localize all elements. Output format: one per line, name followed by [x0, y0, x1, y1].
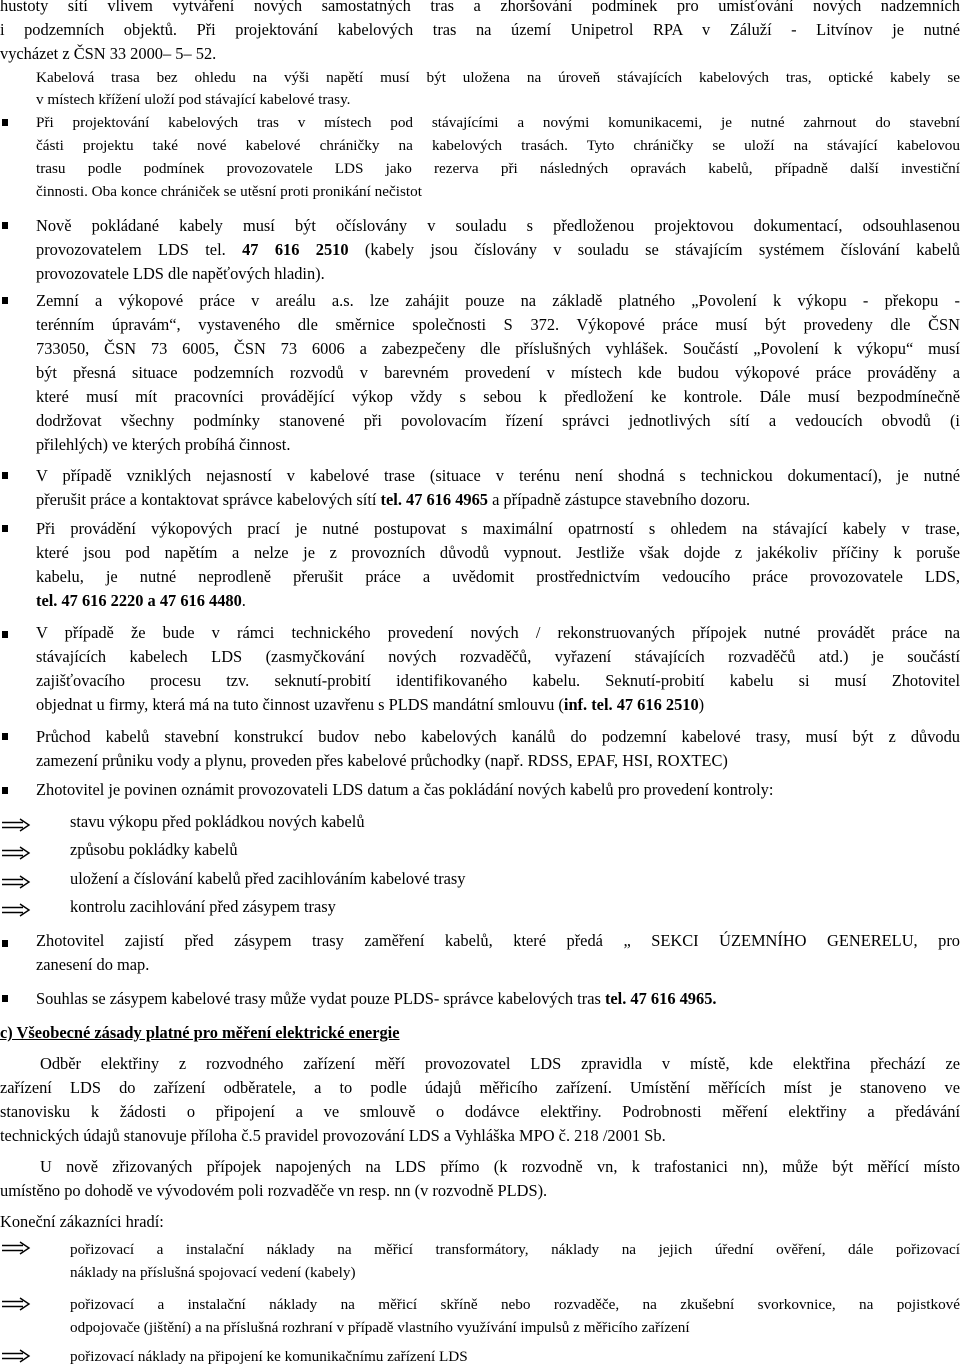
text-run: zajišťovacího procesu tzv. seknutí-probití identifikovaného kabelu. Seknutí-probití kabelu si musí Zhotovitel	[36, 671, 960, 690]
text-run: které musí mít pracovníci provádějící výkop vždy s sebou k předložení ke kontrole. Dále musí bezpodmínečně	[36, 387, 960, 406]
double-arrow-right-icon	[2, 903, 32, 917]
text-run: vycházet z ČSN 33 2000– 5– 52.	[0, 44, 217, 63]
text-line	[36, 215, 960, 237]
text-line	[36, 290, 960, 312]
text-run: Průchod kabelů stavební konstrukcí budov nebo kabelových kanálů do podzemní kabelové trasy, musí být z důvodu	[36, 727, 960, 746]
text-run: stavu výkopu před pokládkou nových kabelů	[70, 812, 365, 831]
text-run: dodržovat všechny podmínky stanovené při povolovacím řízení správci jednotlivých sítí a vedoucích obvodů (i	[36, 411, 960, 430]
text-run: kabelu, je nutné neprodleně přerušit práce a uvědomit prostřednictvím vedoucího práce provozovatele LDS,	[36, 567, 960, 586]
text-run: odpojovače (jištění) a na příslušná rozhraní v případě vlastního využívání impulsů z měřicího zařízení	[70, 1319, 690, 1336]
text-line	[36, 410, 960, 432]
bold-phone: tel. 47 616 4965	[380, 490, 488, 509]
text-run: přerušit práce a kontaktovat správce kabelových sítí	[36, 490, 381, 509]
text-line	[36, 434, 290, 456]
text-run: technických údajů stanovuje příloha č.5 pravidel provozování LDS a Vyhláška MPO č. 218 /2001 Sb.	[0, 1126, 666, 1145]
bold-phone: tel. 47 616 2220 a 47 616 4480	[36, 591, 242, 610]
text-run: kontrolu zacihlování před zásypem trasy	[70, 897, 336, 916]
text-line	[36, 362, 960, 384]
text-run: uložení a číslování kabelů před zacihlováním kabelové trasy	[70, 869, 466, 888]
text-run: (kabely jsou číslovány v souladu se stávajícím systémem číslování kabelů	[348, 240, 960, 259]
text-line	[0, 1211, 164, 1233]
text-line	[36, 263, 325, 285]
text-run: V případě že bude v rámci technického provedení nových / rekonstruovaných přípojek nutné provádět práce na	[36, 623, 960, 642]
text-run: být přesná situace podzemních rozvodů v barevném provedení v místech kde budou výkopové práce prováděny a	[36, 363, 960, 382]
text-line	[36, 489, 750, 511]
text-line	[36, 181, 422, 203]
bullet-icon	[2, 119, 8, 126]
text-line	[36, 954, 149, 976]
text-line	[0, 1180, 547, 1202]
text-line	[0, 19, 960, 41]
text-line	[70, 839, 238, 861]
text-line	[36, 726, 960, 748]
text-run: zamezení průniku vody a plynu, proveden přes kabelové průchodky (např. RDSS, EPAF, HSI, ROXTEC)	[36, 751, 728, 770]
bold-phone: 47 616 2510	[242, 240, 349, 259]
text-run: objednat u firmy, která má na tuto činnost uzavřenu s PLDS mandátní smlouvu (	[36, 695, 564, 714]
text-line	[36, 112, 960, 134]
text-line	[36, 646, 960, 668]
text-run: činnosti. Oba konce chrániček se utěsní proti pronikání nečistot	[36, 183, 422, 200]
text-line	[36, 930, 960, 952]
text-line	[36, 750, 728, 772]
text-run: stanovisku k žádosti o připojení a ve smlouvě o dodávce elektřiny. Podrobnosti měření elektřiny a předávání	[0, 1102, 960, 1121]
double-arrow-right-icon	[2, 1241, 32, 1255]
text-run: provozovatele LDS dle napěťových hladin).	[36, 264, 325, 283]
text-line	[0, 0, 960, 17]
double-arrow-right-icon	[2, 846, 32, 860]
text-run: zařízení LDS do zařízení odběratele, a to podle údajů měřicího zařízení. Umístění měřících míst je stanoveno ve	[0, 1078, 960, 1097]
text-run: v místech křížení uloží pod stávající kabelové trasy.	[36, 91, 351, 108]
text-line	[36, 988, 717, 1010]
text-run: terénním úpravám“, vystaveného dle směrnice společnosti S 372. Výkopové práce musí být provedeny dle ČSN	[36, 315, 960, 334]
text-line	[36, 239, 960, 261]
bullet-icon	[2, 995, 8, 1002]
text-run: Souhlas se zásypem kabelové trasy může vydat pouze PLDS- správce kabelových tras	[36, 989, 605, 1008]
text-run: Při projektování kabelových tras v místech pod stávajícími a novými komunikacemi, je nutné zahrnout do stavební	[36, 114, 960, 131]
text-line	[0, 43, 216, 65]
text-line	[36, 566, 960, 588]
text-line	[70, 1317, 690, 1339]
text-run: způsobu pokládky kabelů	[70, 840, 238, 859]
text-line	[70, 868, 466, 890]
bullet-icon	[2, 472, 8, 479]
text-run: zanesení do map.	[36, 955, 150, 974]
text-line	[0, 1077, 960, 1099]
text-run: pořizovací a instalační náklady na měřicí transformátory, náklady na jejich úřední ověření, dále pořizovací	[70, 1241, 960, 1258]
text-run: 733050, ČSN 73 6005, ČSN 73 6006 a zabezpečeny dle příslušných vyhlášek. Součástí „Povolení k výkopu“ musí	[36, 339, 960, 358]
text-run: Kabelová trasa bez ohledu na výši napětí musí být uložena na úroveň stávajících kabelových tras, optické kabely se	[36, 69, 960, 86]
double-arrow-right-icon	[2, 1297, 32, 1311]
text-run: které jsou pod napětím a nelze je z provozních důvodů vypnout. Jestliže však dojde z jakékoliv příčiny k poruše	[36, 543, 960, 562]
double-arrow-right-icon	[2, 818, 32, 832]
text-line	[36, 89, 350, 111]
text-run: Zhotovitel je povinen oznámit provozovateli LDS datum a čas pokládání nových kabelů pro provedení kontroly:	[36, 780, 774, 799]
text-line	[70, 896, 336, 918]
text-line	[40, 1156, 960, 1178]
text-run: Nově pokládané kabely musí být očíslovány v souladu s předloženou projektovou dokumentací, odsouhlasenou	[36, 216, 960, 235]
text-line	[70, 1239, 960, 1261]
section-heading	[0, 1022, 400, 1044]
bullet-icon	[2, 940, 8, 947]
text-line	[36, 694, 704, 716]
text-run: náklady na příslušná spojovací vedení (kabely)	[70, 1264, 356, 1281]
double-arrow-right-icon	[2, 1349, 32, 1363]
text-run: pořizovací náklady na připojení ke komunikačnímu zařízení LDS	[70, 1348, 468, 1365]
bullet-icon	[2, 525, 8, 532]
bullet-icon	[2, 297, 8, 304]
text-line	[70, 1262, 356, 1284]
text-line	[36, 590, 246, 612]
text-run: Zhotovitel zajistí před zásypem trasy zaměření kabelů, které předá „ SEKCI ÚZEMNÍHO GENERELU, pro	[36, 931, 960, 950]
double-arrow-right-icon	[2, 875, 32, 889]
text-line	[36, 158, 960, 180]
text-run: provozovatelem LDS tel.	[36, 240, 243, 259]
text-run: hustoty sítí vlivem vytváření nových samostatných tras a zhoršování podmínek pro umísťování nových nadzemních	[0, 0, 960, 15]
text-line	[0, 1125, 666, 1147]
text-run: a případně zástupce stavebního dozoru.	[487, 490, 751, 509]
text-run: části projektu také nové kabelové chráničky na kabelových trasách. Tyto chráničky se uloží na stávající kabelovou	[36, 137, 960, 154]
text-line	[36, 542, 960, 564]
text-line	[36, 670, 960, 692]
text-run: Při provádění výkopových prací je nutné postupovat s maximální opatrností s ohledem na stávající kabely v trase,	[36, 519, 960, 538]
bullet-icon	[2, 733, 8, 740]
bullet-icon	[2, 222, 8, 229]
text-line	[36, 135, 960, 157]
text-line	[36, 779, 773, 801]
text-line	[36, 338, 960, 360]
text-run: Odběr elektřiny z rozvodného zařízení měří provozovatel LDS zpravidla v místě, kde elektřina přechází ze	[40, 1054, 960, 1073]
text-run: U nově zřizovaných přípojek napojených na LDS přímo (k rozvodně vn, k trafostanici nn), může být měřící místo	[40, 1157, 960, 1176]
text-line	[36, 518, 960, 540]
text-line	[70, 811, 365, 833]
text-run: umístěno po dohodě ve vývodovém poli rozvaděče vn resp. nn (v rozvodně PLDS).	[0, 1181, 548, 1200]
text-run: c) Všeobecné zásady platné pro měření elektrické energie	[0, 1023, 400, 1042]
text-line	[36, 465, 960, 487]
text-line	[36, 386, 960, 408]
bold-phone: tel. 47 616 4965.	[604, 989, 717, 1008]
text-line	[36, 622, 960, 644]
text-run: Zemní a výkopové práce v areálu a.s. lze zahájit pouze na základě platného „Povolení k výkopu - překopu -	[36, 291, 960, 310]
text-line	[0, 1101, 960, 1123]
text-line	[70, 1294, 960, 1316]
text-run: .	[241, 591, 246, 610]
text-line	[36, 314, 960, 336]
bullet-icon	[2, 787, 8, 794]
bullet-icon	[2, 631, 8, 638]
text-run: i podzemních objektů. Při projektování kabelových tras na území Unipetrol RPA v Záluží - Litvínov je nutné	[0, 20, 960, 39]
text-line	[36, 67, 960, 89]
text-line	[40, 1053, 960, 1075]
text-run: přilehlých) ve kterých probíhá činnost.	[36, 435, 291, 454]
text-run: )	[698, 695, 705, 714]
text-run: V případě vzniklých nejasností v kabelové trase (situace v terénu není shodná s technickou dokumentací), je nutné	[36, 466, 960, 485]
text-run: pořizovací a instalační náklady na měřicí skříně nebo rozvaděče, na zkušební svorkovnice, na pojistkové	[70, 1296, 960, 1313]
text-run: trasu podle podmínek provozovatele LDS jako rezerva při následných opravách kabelů, případně další investiční	[36, 160, 960, 177]
text-run: Koneční zákazníci hradí:	[0, 1212, 164, 1231]
bold-phone: inf. tel. 47 616 2510	[563, 695, 699, 714]
text-run: stávajících kabelech LDS (zasmyčkování nových rozvaděčů, vyřazení stávajících rozvaděčů atd.) je součástí	[36, 647, 960, 666]
